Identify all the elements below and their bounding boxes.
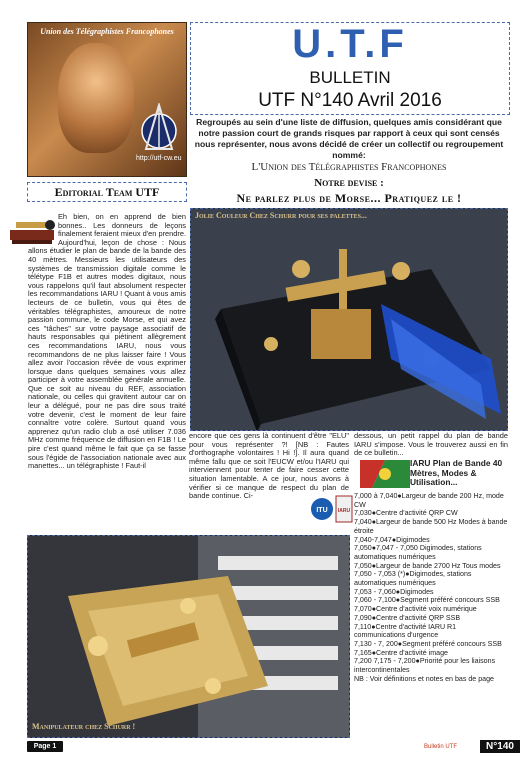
morse-key-photo-icon (191, 209, 508, 431)
photo1-caption: Jolie Couleur Chez Schurr pour ses palettes... (195, 211, 367, 220)
itu-logo-text: ITU (316, 507, 328, 514)
photo2-caption: Manipulateur chez Schurr ! (32, 722, 136, 731)
band-plan-row: NB : Voir définitions et notes en bas de page (354, 674, 494, 683)
masthead (190, 22, 510, 115)
issue-number: UTF N°140 Avril 2016 (258, 90, 442, 111)
intro-text: Regroupés au sein d'une liste de diffusion, quelques amis considérant que notre passion court de grands risques par rapport à ceux qui sont censés nous représenter, nous avons décidé de créer un collectif ou regroupement nommé: (194, 117, 504, 160)
logo-url: http://utf-cw.eu (136, 155, 182, 162)
itu-iaru-logos-icon (310, 492, 354, 526)
band-plan-row: 7,053 - 7,060●Digimodes (354, 587, 434, 596)
band-plan-row: 7,040-7,047●Digimodes (354, 535, 430, 544)
band-plan-row: 7,000 à 7,040●Largeur de bande 200 Hz, mode CW (354, 492, 504, 509)
band-plan-row: 7,165●Centre d'activité image (354, 648, 448, 657)
iaru-band-plan-title: IARU Plan de Bande 40 Mètres, Modes & Utilisation... (410, 458, 503, 488)
key-photo-gold (27, 535, 350, 738)
band-plan-flag-icon (360, 460, 410, 488)
band-plan-row: 7,110●Centre d'activité IARU R1 communications d'urgence (354, 622, 457, 640)
band-plan-row: 7,070●Centre d'activité voix numérique (354, 605, 477, 614)
band-plan-row: 7,030●Centre d'activité QRP CW (354, 509, 458, 518)
devise-label: Notre devise : (314, 177, 384, 189)
band-plan-row: 7,050●7,047 - 7,050 Digimodes, stations automatiques numériques (354, 544, 482, 561)
editorial-text (28, 213, 186, 533)
footer-issue-number: N°140 (480, 740, 520, 753)
antenna-emblem-icon (138, 103, 180, 153)
band-plan-row: 7,060 - 7,100●Segment préféré concours SSB (354, 596, 500, 605)
masthead-subtitle: BULLETIN (309, 68, 391, 87)
key-photo-blue (190, 208, 508, 431)
article-text-col3: dessous, un petit rappel du plan de bande IARU s'impose. Vous le trouverez aussi en fin de ce bulletin... (354, 431, 508, 458)
devise-text: Ne parlez plus de Morse... Pratiquez le ! (236, 191, 462, 205)
iaru-logo-text: IARU (337, 508, 351, 514)
band-plan-list (354, 492, 508, 683)
band-plan-row: 7,090●Centre d'activité QRP SSB (354, 613, 461, 622)
union-name: L'Union des Télégraphistes Francophones (251, 161, 447, 173)
page-number: Page 1 (27, 741, 63, 752)
editorial-body: Eh bien, on en apprend de bien bonnes.. Les donneurs de leçons finalement feraient mieux d'en prendre. Aujourd'hui, leçon de chose : Nous allons étudier le plan de bande de la bande des 40 mètres. Messieurs les utilisateurs des systèmes de transmission digitale comme le télétype F1B et autres modes digitaux, nous vous rappelons qu'il faut absolument respecter les recommandations IARU ! Quant à vous amis lecteurs de ce bulletin, vous qui êtes de véritables télégraphistes, amoureux de notre passion commune, le code Morse, et qui avez ces "tâches" sur votre paysage associatif de hauts responsables qui piétinent allègrement ces recommandations IARU, nous vous recommandons de ne plus laisser faire ! Vous allez avoir l'occasion rêvée de vous exprimer lorsque dans quelques semaines vous allez participer à votre assemblée générale annuelle. Que ce soit au niveau du REF, association nationale, ou celles qui gravitent autour car on leur a délégué, pour ne pas dire sous traité votre devenir, c'est le moment de leur faire connaître votre colère. Surtout quand vous apprenez qu'un radio club a osé utiliser 7.036 MHz comme fréquence de diffusion en F1B ! Le pire c'est quand même le fait que ça se fasse sous l'égide de l'association nationale avec aux manettes... un télégraphiste ! Faut-il (28, 213, 186, 471)
band-plan-row: 7,040●Largeur de bande 500 Hz Modes à bande étroite (354, 518, 508, 535)
masthead-title: U.T.F (292, 22, 408, 66)
band-plan-row: 7,050●Largeur de bande 2700 Hz Tous modes (354, 561, 501, 570)
logo-title: Union des Télégraphistes Francophones (40, 27, 174, 36)
article-text-col2: encore que ces gens là continuent d'être "ELU" pour vous représenter ?! [NB : Fautes d'orthographe volontaires ! Hi !]. Il aura quand même fallu que ce soit l'EUCW et/ou l'IARU qui interviennent pour tenter de faire cesser cette situation lamentable. A ce jour, nous avons à vérifier si ce manque de respect du plan de bande continue. Ci- (189, 432, 349, 501)
editorial-header: Editorial Team UTF (27, 182, 187, 202)
band-plan-row: 7,130 - 7, 200●Segment préféré concours SSB (354, 639, 502, 648)
utf-logo (27, 22, 187, 177)
footer-bulletin-label: Bulletin UTF (424, 744, 458, 750)
band-plan-row: 7,200 7,175 - 7,200●Priorité pour les liaisons intercontinentales (354, 657, 496, 675)
morse-key-gold-photo-icon (28, 536, 350, 738)
band-plan-row: 7,050 - 7,053 (*)●Digimodes, stations automatiques numériques (354, 570, 472, 588)
portrait-image (58, 43, 134, 153)
